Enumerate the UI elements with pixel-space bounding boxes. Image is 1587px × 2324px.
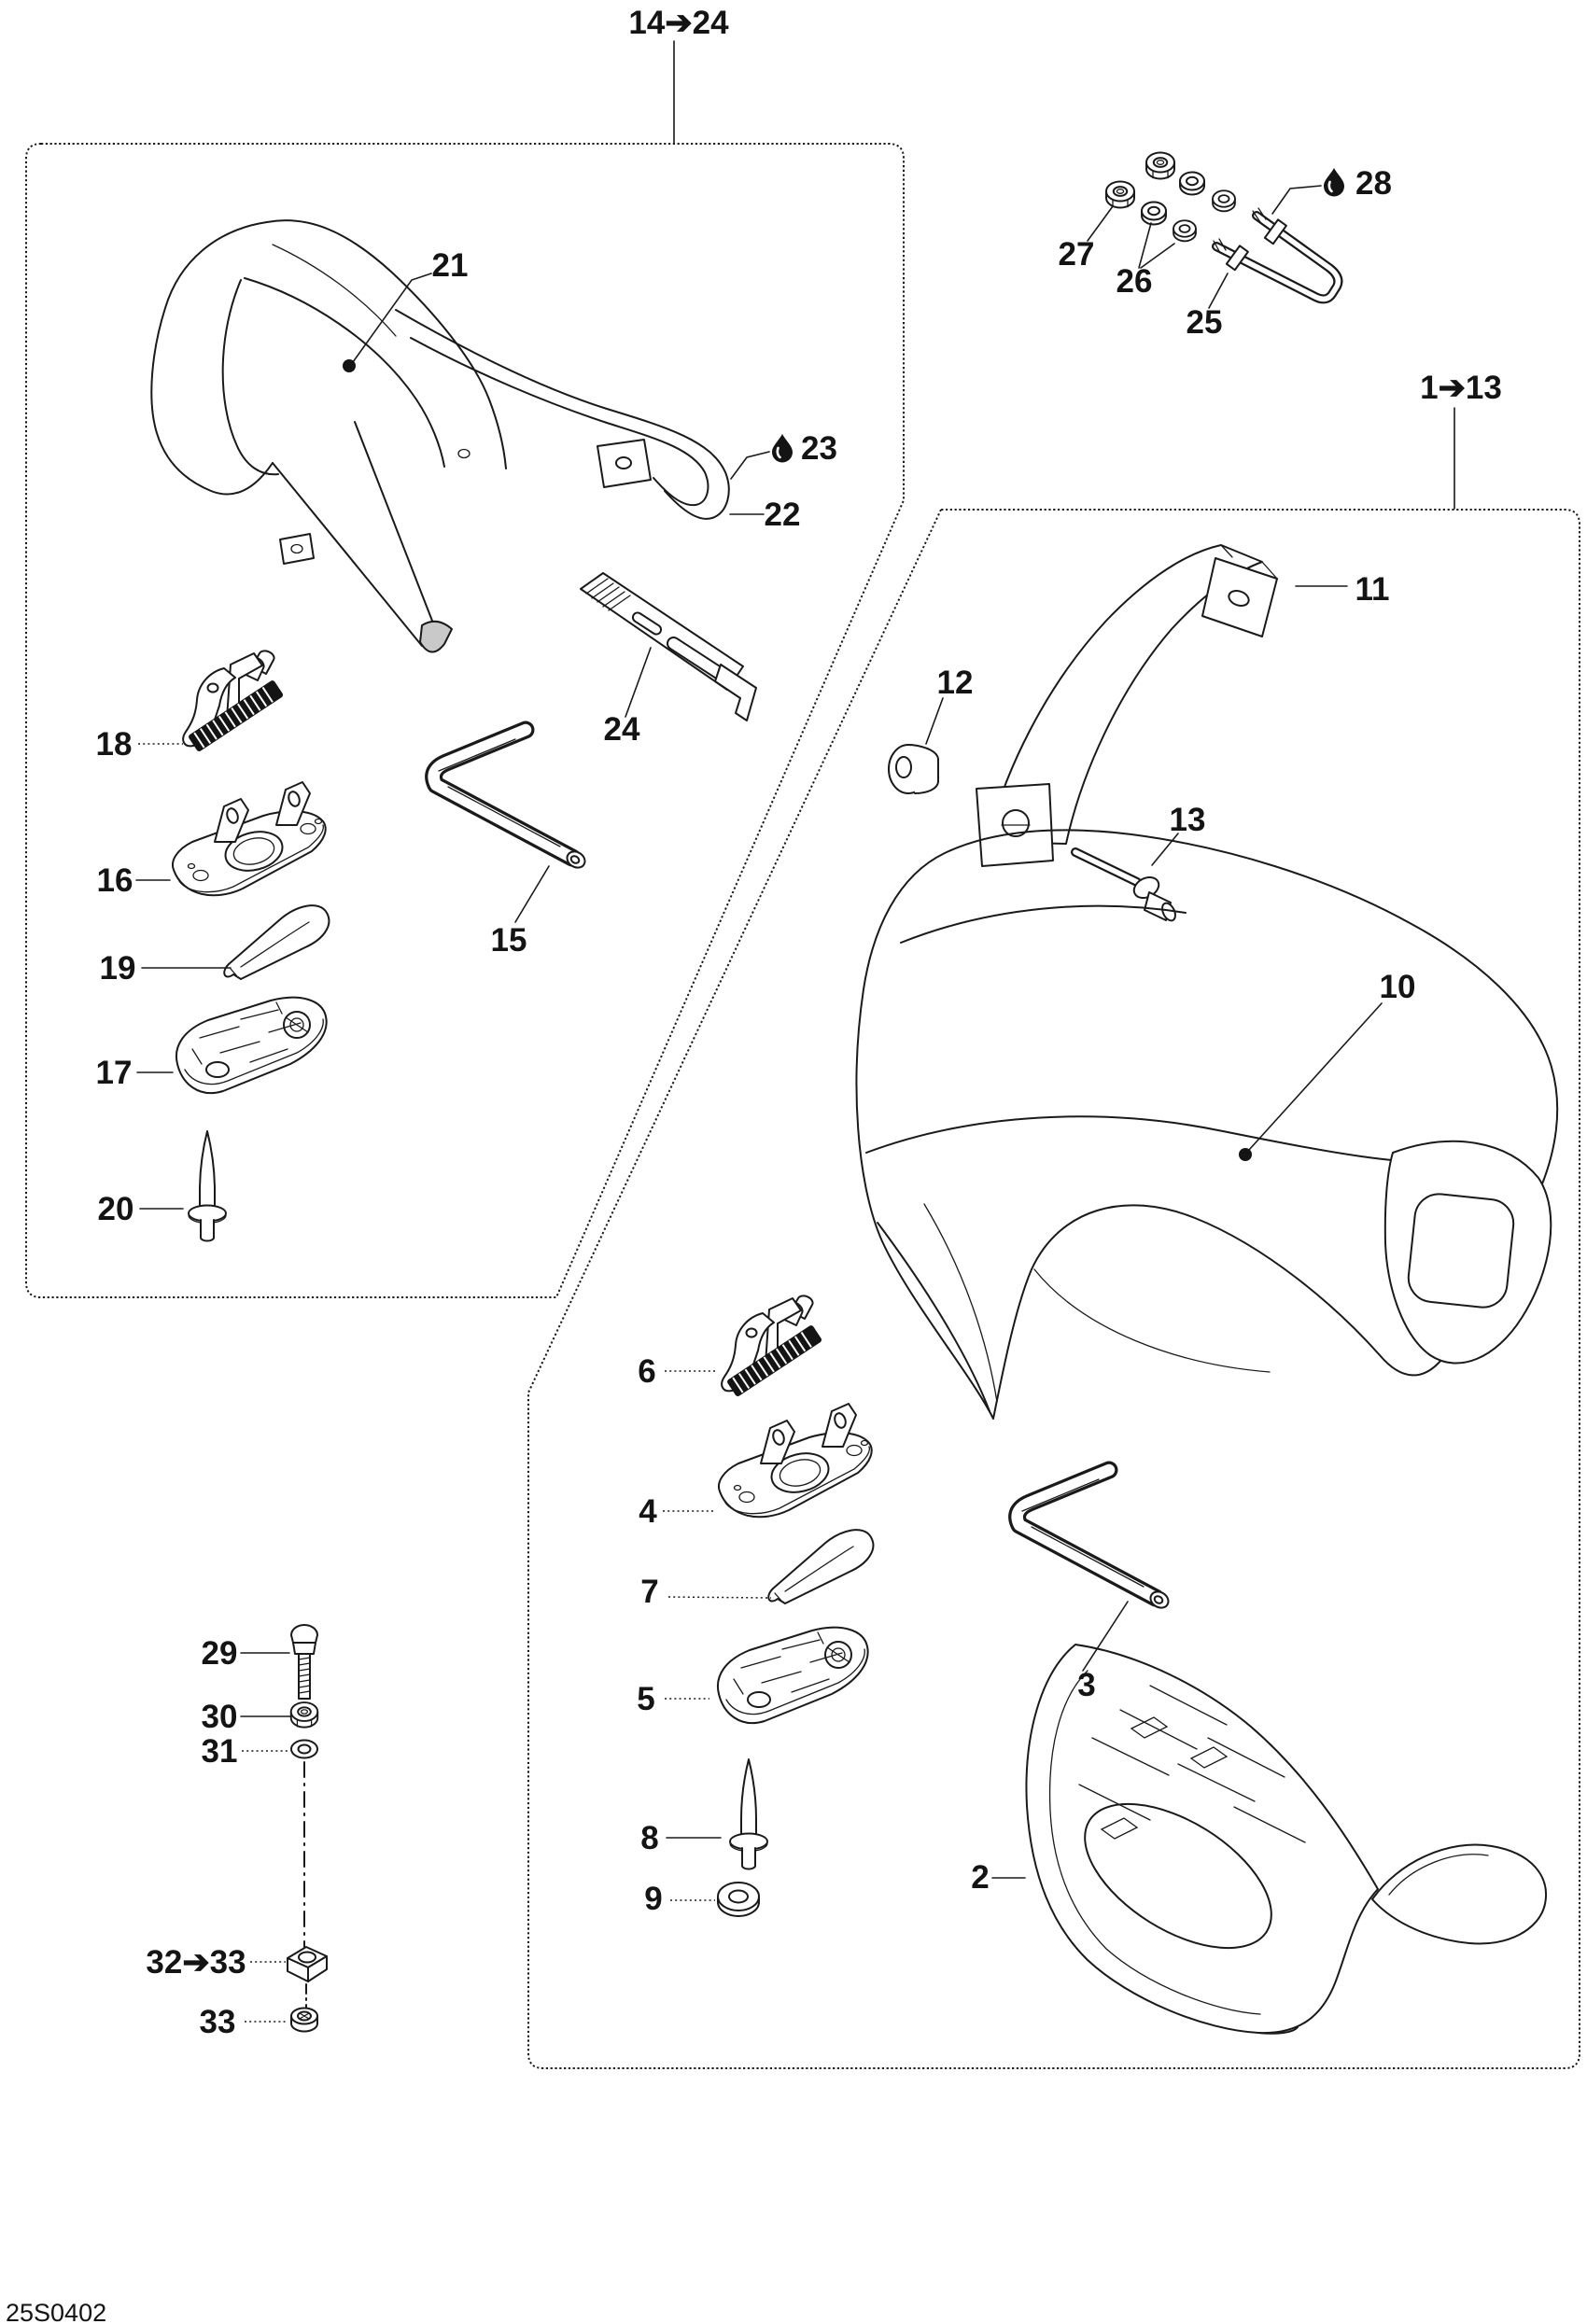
- callout-9: [644, 1881, 715, 1917]
- part-32-33-square-nut: [288, 1947, 327, 1981]
- leader-line: [515, 866, 549, 922]
- callout-15: [491, 866, 549, 959]
- seat21-hole: [458, 450, 470, 458]
- callout-16-text: 16: [96, 862, 133, 899]
- seat21-top-outline: [267, 220, 506, 469]
- part-24-slider-drawing: [581, 573, 756, 721]
- part-27-nut: [1106, 182, 1134, 208]
- callout-20-text: 20: [97, 1191, 134, 1227]
- front-seat-range-text: 14➔24: [628, 5, 729, 41]
- seat21-outline: [151, 222, 273, 494]
- leader-line: [731, 452, 769, 479]
- part-18-latch: [183, 651, 284, 752]
- callout-20: [98, 1191, 183, 1227]
- seat21-nose-cap: [420, 622, 452, 652]
- seat21-horn-right-edge: [355, 422, 437, 633]
- callout-25-text: 25: [1186, 304, 1223, 341]
- part-31-washer: [291, 1741, 317, 1758]
- callout-2-text: 2: [971, 1859, 990, 1896]
- callout-23-text: 23: [801, 430, 837, 467]
- seat10-saddle-seam: [866, 1116, 1462, 1162]
- part-6-latch: [722, 1295, 822, 1397]
- part-10-seat-drawing: [857, 830, 1558, 1419]
- part-25-u-bolt: [1214, 208, 1338, 299]
- main-seat-range-label: [1420, 370, 1502, 509]
- callout-31-text: 31: [201, 1733, 238, 1770]
- callout-11-text: 11: [1355, 571, 1390, 608]
- callout-6-text: 6: [638, 1353, 656, 1390]
- callout-23: [731, 430, 837, 479]
- leader-line: [1139, 223, 1174, 268]
- callout-11: [1296, 571, 1390, 608]
- part-26-washer: [1213, 190, 1235, 211]
- leader-dot: [1239, 1148, 1252, 1161]
- callout-16: [97, 862, 170, 899]
- callout-2: [971, 1859, 1025, 1896]
- callout-29: [202, 1635, 289, 1672]
- callout-28: [1272, 165, 1392, 214]
- part-12-grommet: [889, 745, 938, 793]
- leader-dot: [343, 359, 356, 372]
- callout-26: [1117, 223, 1174, 300]
- part-16-plate: [173, 782, 326, 895]
- part-21-seat-drawing: [151, 220, 728, 651]
- part-7-loop: [768, 1530, 873, 1603]
- callout-21-text: 21: [431, 247, 469, 284]
- lubricant-droplet-icon: [1324, 168, 1344, 197]
- part-26-nut: [1146, 153, 1174, 179]
- handle22-mount-plate: [597, 440, 651, 487]
- callout-3-text: 3: [1077, 1667, 1096, 1703]
- part-13-screw: [1075, 852, 1178, 923]
- handle22-inner-edge: [411, 338, 708, 505]
- leader-line: [353, 273, 431, 362]
- part-26-washer: [1173, 220, 1196, 241]
- handle22-outer-edge: [396, 310, 729, 519]
- callout-7: [640, 1574, 771, 1610]
- leader-line: [1272, 186, 1321, 214]
- seat21-mount-tab: [280, 534, 314, 564]
- part-11-grab-handle: [976, 545, 1277, 866]
- callout-18-text: 18: [95, 726, 133, 763]
- callout-29-text: 29: [201, 1635, 238, 1672]
- callout-17-text: 17: [95, 1055, 133, 1091]
- callout-30-text: 30: [201, 1699, 238, 1735]
- lubricant-droplet-icon: [772, 434, 793, 463]
- part-26-washer: [1142, 203, 1166, 225]
- callout-22-text: 22: [764, 497, 801, 533]
- callout-28-text: 28: [1355, 165, 1392, 202]
- callout-26-text: 26: [1116, 263, 1153, 300]
- callout-13: [1152, 802, 1205, 865]
- callout-4-text: 4: [639, 1493, 657, 1530]
- callout-17: [96, 1055, 173, 1091]
- callout-6: [638, 1353, 717, 1390]
- callout-10: [1239, 969, 1415, 1161]
- leader-line: [625, 648, 651, 717]
- callout-12-text: 12: [936, 665, 974, 701]
- callout-24: [604, 648, 651, 748]
- leader-line: [1249, 1003, 1382, 1150]
- callout-8-text: 8: [640, 1820, 659, 1856]
- callout-32-33-text: 32➔33: [146, 1944, 246, 1981]
- part-19-loop: [224, 905, 329, 979]
- callout-22: [730, 497, 800, 533]
- callout-33: [200, 2004, 288, 2040]
- callout-15-text: 15: [490, 922, 527, 959]
- part-30-nut: [291, 1702, 318, 1728]
- handle11-upper-plate: [1202, 558, 1277, 637]
- callout-19: [100, 950, 231, 987]
- part-29-screw: [291, 1625, 317, 1699]
- callout-10-text: 10: [1379, 969, 1416, 1005]
- seat10-back-seam: [901, 906, 1186, 943]
- callout-5-text: 5: [637, 1681, 655, 1717]
- leader-line: [1209, 273, 1228, 308]
- callout-7-text: 7: [640, 1574, 659, 1610]
- callout-4: [639, 1493, 715, 1530]
- document-code: 25S0402: [6, 2299, 107, 2324]
- front-seat-group-outline: [26, 144, 904, 1297]
- seat21-ridge-line: [273, 245, 396, 336]
- part-26-washer: [1180, 173, 1204, 195]
- callout-33-text: 33: [199, 2004, 236, 2040]
- seat10-front-seam-2: [924, 1204, 997, 1402]
- seat21-saddle-seam: [245, 278, 444, 467]
- callout-8: [640, 1820, 721, 1856]
- part-17-base: [176, 998, 327, 1093]
- callout-9-text: 9: [644, 1881, 663, 1917]
- leader-line: [668, 1597, 771, 1598]
- seat21-inner-seam: [223, 280, 278, 474]
- part-4-plate: [719, 1404, 872, 1517]
- base2-right-flap: [1372, 1845, 1546, 1944]
- leader-line: [926, 698, 943, 744]
- seat10-rear-flap: [1385, 1141, 1551, 1364]
- callout-19-text: 19: [99, 950, 136, 987]
- callout-21: [343, 247, 468, 372]
- part-33-nut: [291, 2009, 317, 2032]
- callout-32-33: [146, 1944, 286, 1981]
- callout-24-text: 24: [603, 711, 640, 748]
- callout-18: [96, 726, 183, 763]
- part-3-hex-key: [1018, 1470, 1172, 1611]
- part-20-pin: [189, 1131, 226, 1241]
- part-9-washer: [718, 1883, 759, 1916]
- seat10-skirt-line: [1034, 1269, 1270, 1372]
- main-seat-range-text: 1➔13: [1420, 370, 1502, 406]
- callout-31: [202, 1733, 289, 1770]
- front-seat-range-label: [628, 5, 729, 143]
- callout-30: [202, 1699, 290, 1735]
- callout-13-text: 13: [1169, 802, 1206, 838]
- part-5-base: [718, 1628, 868, 1723]
- callout-27: [1059, 206, 1113, 273]
- part-15-hex-key: [434, 730, 588, 871]
- part-8-pin: [730, 1759, 767, 1869]
- callout-25: [1187, 273, 1228, 341]
- callout-5: [637, 1681, 709, 1717]
- part-2-seat-base-drawing: [1026, 1645, 1546, 2034]
- callout-27-text: 27: [1058, 236, 1095, 273]
- callout-12: [926, 665, 973, 744]
